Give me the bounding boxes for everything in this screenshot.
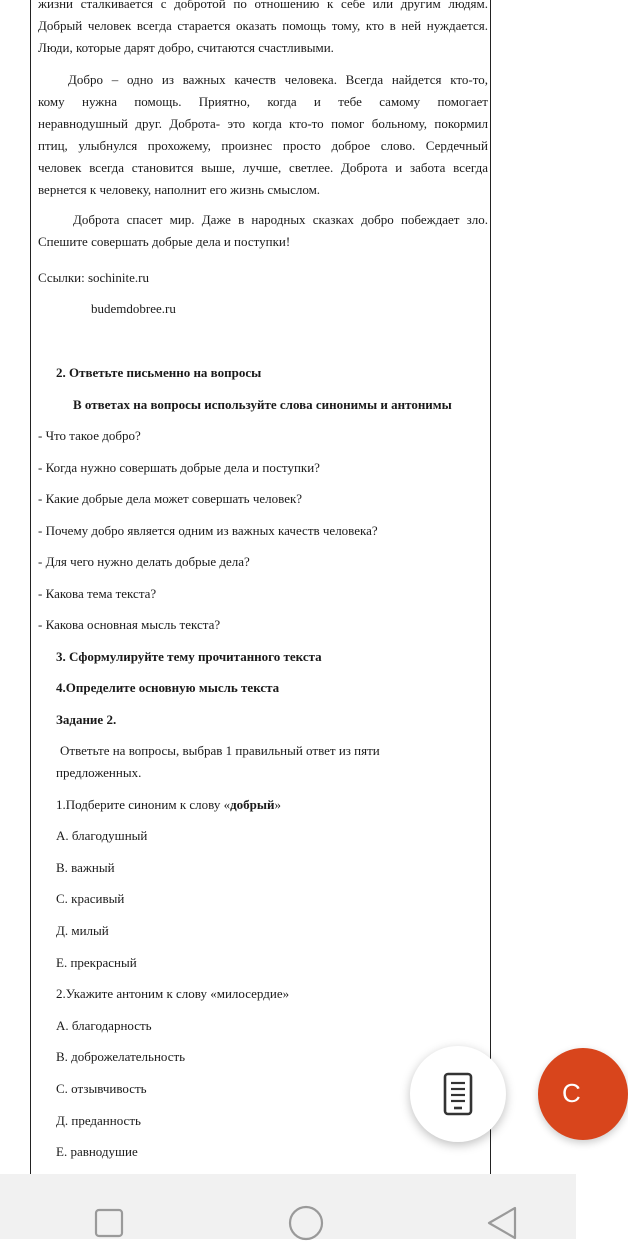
back-icon[interactable] — [482, 1203, 522, 1243]
answer-option: С. отзывчивость — [56, 1081, 147, 1096]
assignment-intro-line: предложенных. — [56, 765, 142, 780]
task2-subheading: В ответах на вопросы используйте слова синонимы и антонимы — [73, 397, 452, 412]
text-line: Спешите совершать добрые дела и поступки! — [38, 234, 291, 249]
answer-option: Д. милый — [56, 923, 109, 938]
text-line: Добрый человек всегда старается оказать помощь тому, кто в ней нуждается. — [38, 18, 488, 33]
question-1-prefix: 1.Подберите синоним к слову « — [56, 797, 231, 812]
system-navigation-bar — [0, 1174, 576, 1239]
paragraph-1 — [38, 0, 488, 59]
task3-heading: 3. Сформулируйте тему прочитанного текста — [56, 649, 322, 664]
answer-option: В. важный — [56, 860, 115, 875]
task2-heading: 2. Ответьте письменно на вопросы — [56, 365, 262, 380]
recent-apps-icon[interactable] — [90, 1204, 130, 1244]
question-2: 2.Укажите антоним к слову «милосердие» — [56, 986, 290, 1001]
text-line: жизни сталкивается с добротой по отношению к себе или другим людям. — [38, 0, 488, 11]
text-line: Доброта спасет мир. Даже в народных сказках добро побеждает зло. — [73, 212, 488, 227]
question-item: - Для чего нужно делать добрые дела? — [38, 554, 250, 569]
answer-option: В. доброжелательность — [56, 1049, 186, 1064]
text-line: неравнодушный друг. Доброта- это когда кто-то помог больному, покормил — [38, 116, 488, 131]
answer-option: Д. преданность — [56, 1113, 141, 1128]
question-1-suffix: » — [274, 797, 282, 812]
link-budemdobree: budemdobree.ru — [91, 301, 176, 316]
document-page — [30, 0, 491, 1176]
text-line: человек всегда становится выше, лучше, светлее. Доброта и забота всегда — [38, 160, 488, 175]
question-item: - Какие добрые дела может совершать человек? — [38, 491, 303, 506]
task4-heading: 4.Определите основную мысль текста — [56, 680, 280, 695]
paragraph-3 — [38, 209, 488, 253]
question-item: - Какова основная мысль текста? — [38, 617, 221, 632]
text-line: птиц, улыбнулся прохожему, произнес просто доброе слово. Сердечный — [38, 138, 488, 153]
answer-option: А. благодушный — [56, 828, 148, 843]
question-item: - Почему добро является одним из важных качеств человека? — [38, 523, 378, 538]
answer-option: Е. прекрасный — [56, 955, 137, 970]
text-line: кому нужна помощь. Приятно, когда и тебе самому помогает — [38, 94, 488, 109]
text-line: Люди, которые дарят добро, считаются счастливыми. — [38, 40, 334, 55]
links-line: Ссылки: sochinite.ru — [38, 270, 149, 285]
paragraph-2 — [38, 69, 488, 201]
answer-option: С. красивый — [56, 891, 125, 906]
action-button[interactable] — [538, 1048, 628, 1140]
text-line: вернется к человеку, наполнит его жизнь смыслом. — [38, 182, 321, 197]
question-1 — [56, 794, 281, 816]
answer-option: Е. равнодушие — [56, 1144, 138, 1159]
document-icon — [410, 1046, 506, 1142]
answer-option: А. благодарность — [56, 1018, 152, 1033]
question-1-keyword: добрый — [230, 797, 275, 812]
question-item: - Что такое добро? — [38, 428, 141, 443]
question-item: - Когда нужно совершать добрые дела и поступки? — [38, 460, 320, 475]
assignment-title: Задание 2. — [56, 712, 117, 727]
question-item: - Какова тема текста? — [38, 586, 157, 601]
reader-mode-button[interactable] — [410, 1046, 506, 1142]
assignment-intro-line: Ответьте на вопросы, выбрав 1 правильный ответ из пяти — [60, 743, 380, 758]
text-line: Добро – одно из важных качеств человека. Всегда найдется кто-то, — [68, 72, 488, 87]
home-icon[interactable] — [284, 1201, 328, 1245]
action-button-label: С — [562, 1078, 581, 1108]
